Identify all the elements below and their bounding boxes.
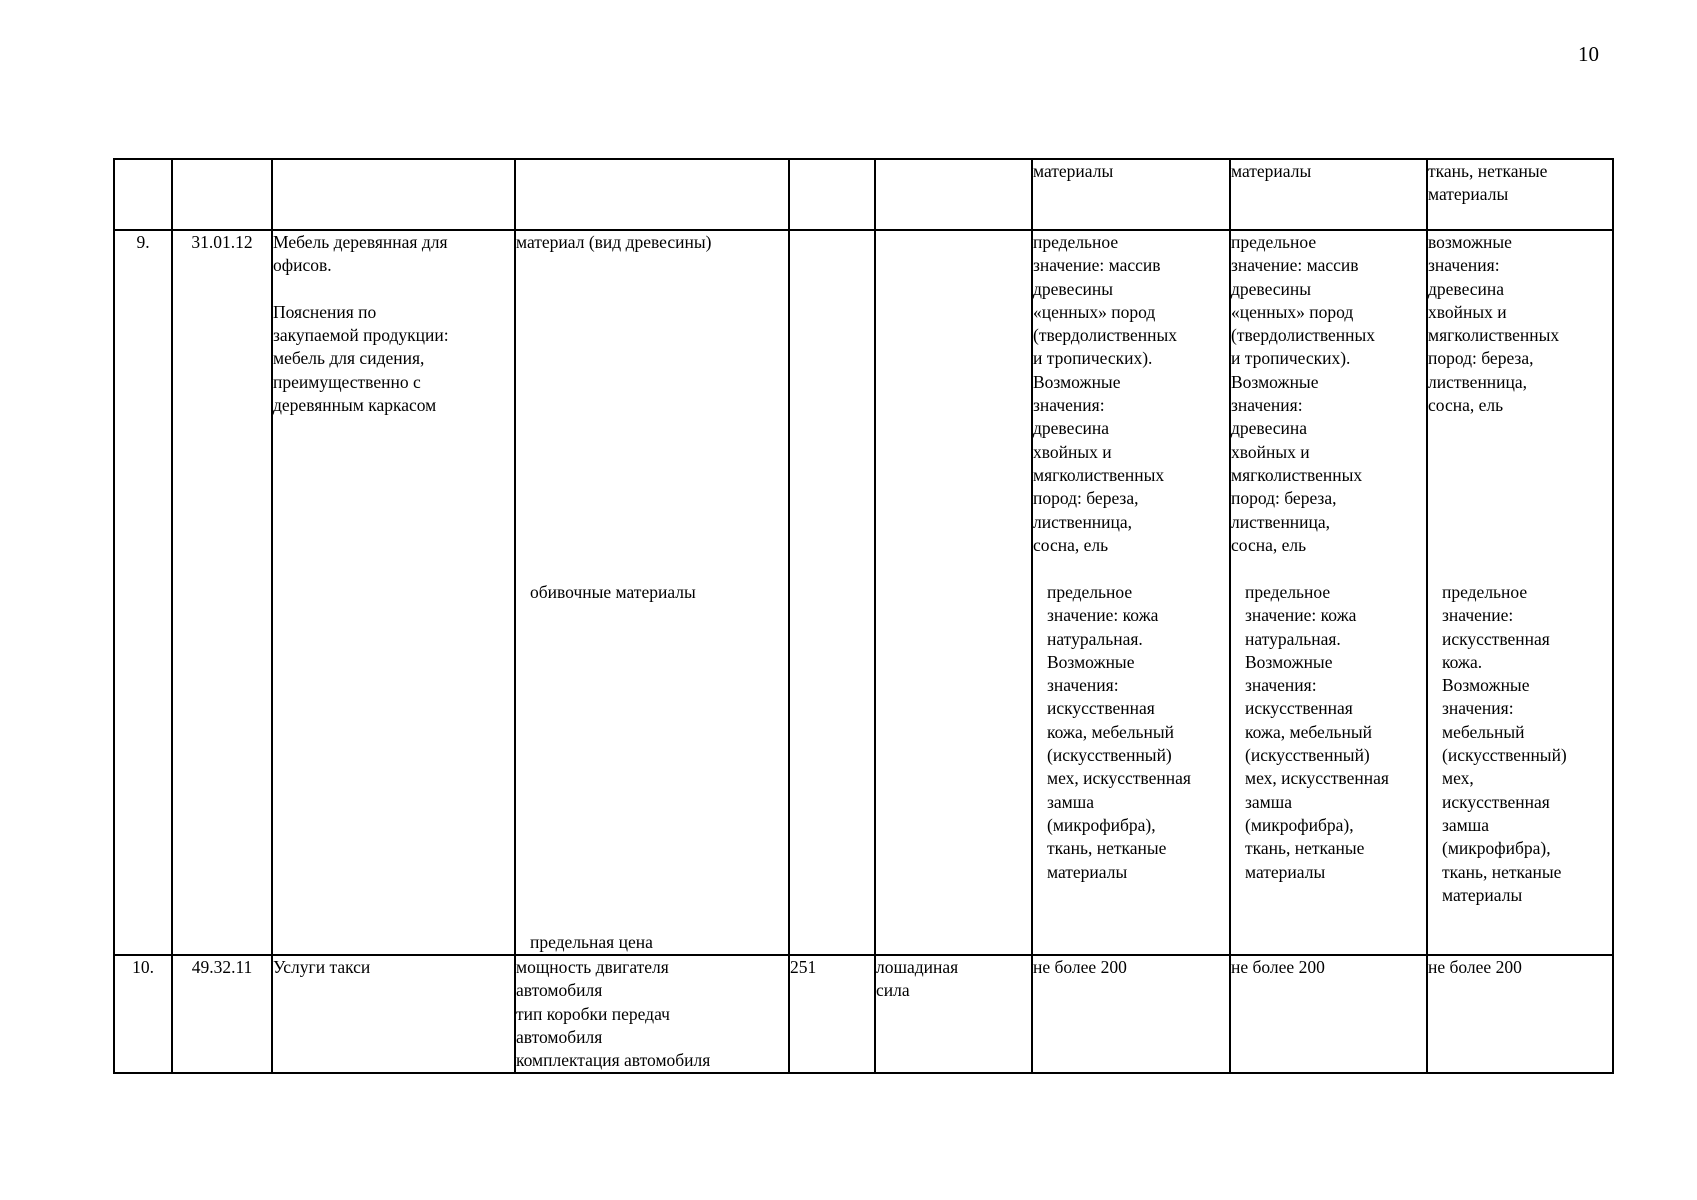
product-name: Услуги такси	[272, 955, 515, 1073]
characteristics: материал (вид древесины) обивочные материалы предельная цена	[515, 230, 789, 955]
table-row-10	[114, 955, 1613, 1073]
cell-okei-code	[789, 230, 875, 955]
cell-value-col7: материалы	[1032, 159, 1230, 230]
cell-code	[172, 159, 272, 230]
table-row-continuation	[114, 159, 1613, 230]
cell-value-col8: материалы	[1230, 159, 1427, 230]
cell-value-col7: не более 200	[1032, 955, 1230, 1073]
cell-value-col7	[1032, 230, 1230, 955]
cell-unit	[875, 230, 1032, 955]
cell-okei-code	[789, 159, 875, 230]
cell-value-col9: ткань, нетканые материалы	[1427, 159, 1613, 230]
row-number: 9.	[114, 230, 172, 955]
cell-name	[272, 159, 515, 230]
page-number: 10	[1578, 42, 1599, 66]
okei-code: 251	[789, 955, 875, 1073]
value-block-upholstery: предельное значение: искусственная кожа. Возможные значения: мебельный (искусственный) мех, искусственная замша (микрофибра), ткань, нетканые материалы	[1442, 582, 1567, 905]
okpd2-code: 49.32.11	[172, 955, 272, 1073]
okpd2-code: 31.01.12	[172, 230, 272, 955]
cell-num	[114, 159, 172, 230]
row-number: 10.	[114, 955, 172, 1073]
table-row-9	[114, 230, 1613, 955]
cell-value-col9	[1427, 230, 1613, 955]
value-block-wood: предельное значение: массив древесины «ценных» пород (твердолиственных и тропических). Возможные значения: древесина хвойных и мягколиственных пород: береза, лиственница, сосна, ель	[1033, 232, 1178, 555]
requirements-table	[113, 158, 1614, 1074]
unit-name: лошадиная сила	[875, 955, 1032, 1073]
value-block-wood: возможные значения: древесина хвойных и мягколиственных пород: береза, лиственница, сосна, ель	[1428, 232, 1560, 416]
product-name: Мебель деревянная для офисов. Пояснения по закупаемой продукции: мебель для сидения, преимущественно с деревянным каркасом	[272, 230, 515, 955]
cell-characteristic	[515, 159, 789, 230]
cell-value-col8: не более 200	[1230, 955, 1427, 1073]
cell-value-col8	[1230, 230, 1427, 955]
characteristics: мощность двигателя автомобиля тип коробки передач автомобиля комплектация автомобиля	[515, 955, 789, 1073]
value-block-upholstery: предельное значение: кожа натуральная. Возможные значения: искусственная кожа, мебельный (искусственный) мех, искусственная замша (микрофибра), ткань, нетканые материалы	[1245, 582, 1389, 882]
value-block-wood: предельное значение: массив древесины «ценных» пород (твердолиственных и тропических). Возможные значения: древесина хвойных и мягколиственных пород: береза, лиственница, сосна, ель	[1231, 232, 1376, 555]
cell-value-col9: не более 200	[1427, 955, 1613, 1073]
value-block-upholstery: предельное значение: кожа натуральная. Возможные значения: искусственная кожа, мебельный (искусственный) мех, искусственная замша (микрофибра), ткань, нетканые материалы	[1047, 582, 1191, 882]
cell-unit	[875, 159, 1032, 230]
